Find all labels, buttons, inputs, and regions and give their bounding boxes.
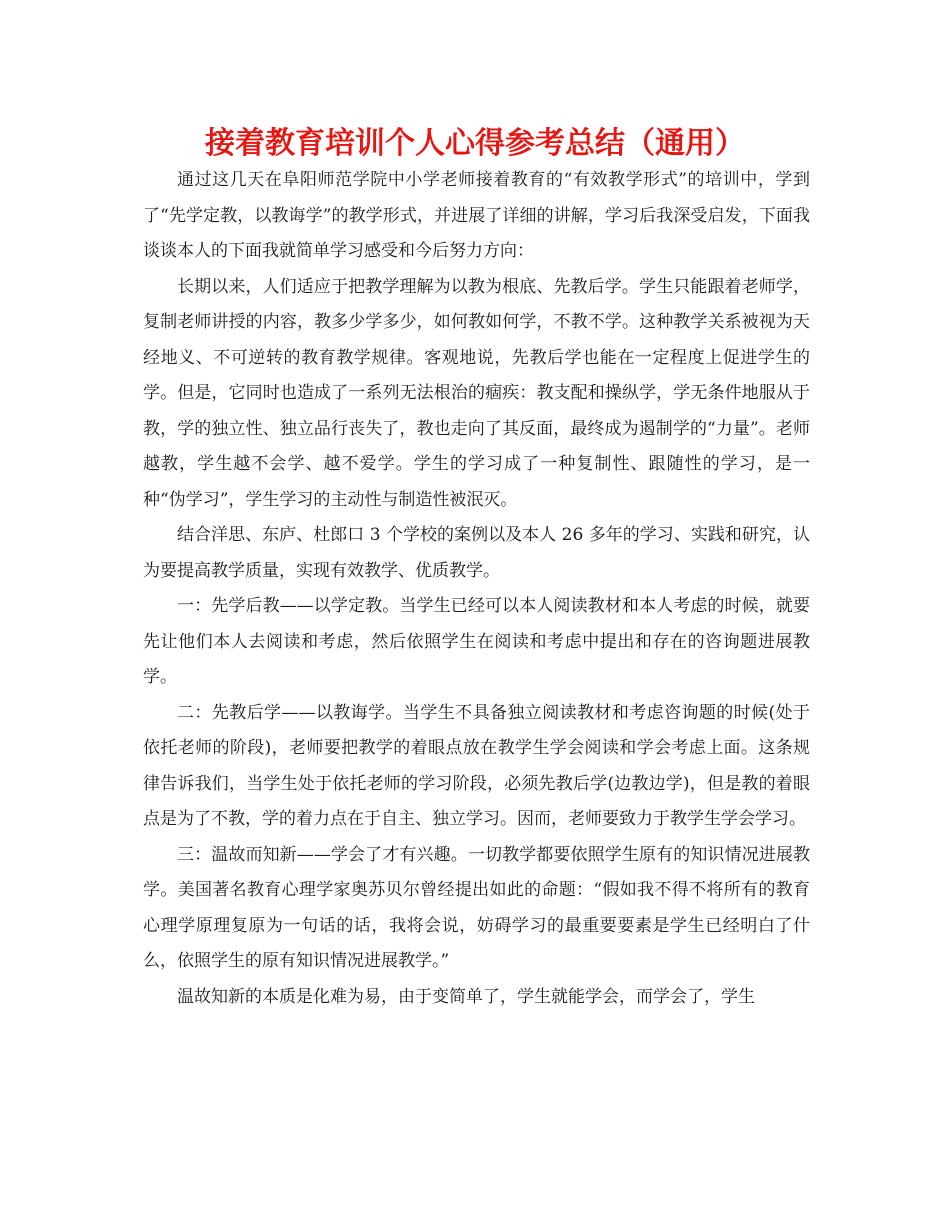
paragraph-point-two: 二：先教后学——以教诲学。当学生不具备独立阅读教材和考虑咨询题的时候(处于依托老师的阶段)，老师要把教学的着眼点放在教学生学会阅读和学会考虑上面。这条规律告诉我们，当学生处于依托老师的学习阶段，必须先教后学(边教边学)，但是教的着眼点是为了不教，学的着力点在于自主、独立学习。因而，老师要致力于教学生学会学习。 bbox=[143, 702, 810, 829]
paragraph-intro: 通过这几天在阜阳师范学院中小学老师接着教育的“有效教学形式”的培训中，学到了“先学定教，以教诲学”的教学形式，并进展了详细的讲解，学习后我深受启发，下面我谈谈本人的下面我就简单学习感受和今后努力方向： bbox=[143, 170, 810, 261]
paragraph-case-study: 结合洋思、东庐、杜郎口 3 个学校的案例以及本人 26 多年的学习、实践和研究，认为要提高教学质量，实现有效教学、优质教学。 bbox=[143, 525, 810, 581]
document-title: 接着教育培训个人心得参考总结（通用） bbox=[205, 126, 745, 161]
paragraph-traditional-teaching: 长期以来，人们适应于把教学理解为以教为根底、先教后学。学生只能跟着老师学，复制老师讲授的内容，教多少学多少，如何教如何学，不教不学。这种教学关系被视为天经地义、不可逆转的教育教学规律。客观地说，先教后学也能在一定程度上促进学生的学。但是，它同时也造成了一系列无法根治的痼疾：教支配和操纵学，学无条件地服从于教，学的独立性、独立品行丧失了，教也走向了其反面，最终成为遏制学的“力量”。老师越教，学生越不会学、越不爱学。学生的学习成了一种复制性、跟随性的学习，是一种“伪学习”，学生学习的主动性与制造性被泯灭。 bbox=[143, 276, 810, 510]
paragraph-review-new: 温故知新的本质是化难为易，由于变简单了，学生就能学会，而学会了，学生 bbox=[177, 986, 755, 1007]
paragraph-point-three: 三：温故而知新——学会了才有兴趣。一切教学都要依照学生原有的知识情况进展教学。美国著名教育心理学家奥苏贝尔曾经提出如此的命题：“假如我不得不将所有的教育心理学原理复原为一句话的话，我将会说，妨碍学习的最重要要素是学生已经明白了什么，依照学生的原有知识情况进展教学。” bbox=[143, 844, 810, 971]
paragraph-point-one: 一：先学后教——以学定教。当学生已经可以本人阅读教材和本人考虑的时候，就要先让他们本人去阅读和考虑，然后依照学生在阅读和考虑中提出和存在的咨询题进展教学。 bbox=[143, 596, 810, 687]
document-body bbox=[143, 163, 810, 1015]
